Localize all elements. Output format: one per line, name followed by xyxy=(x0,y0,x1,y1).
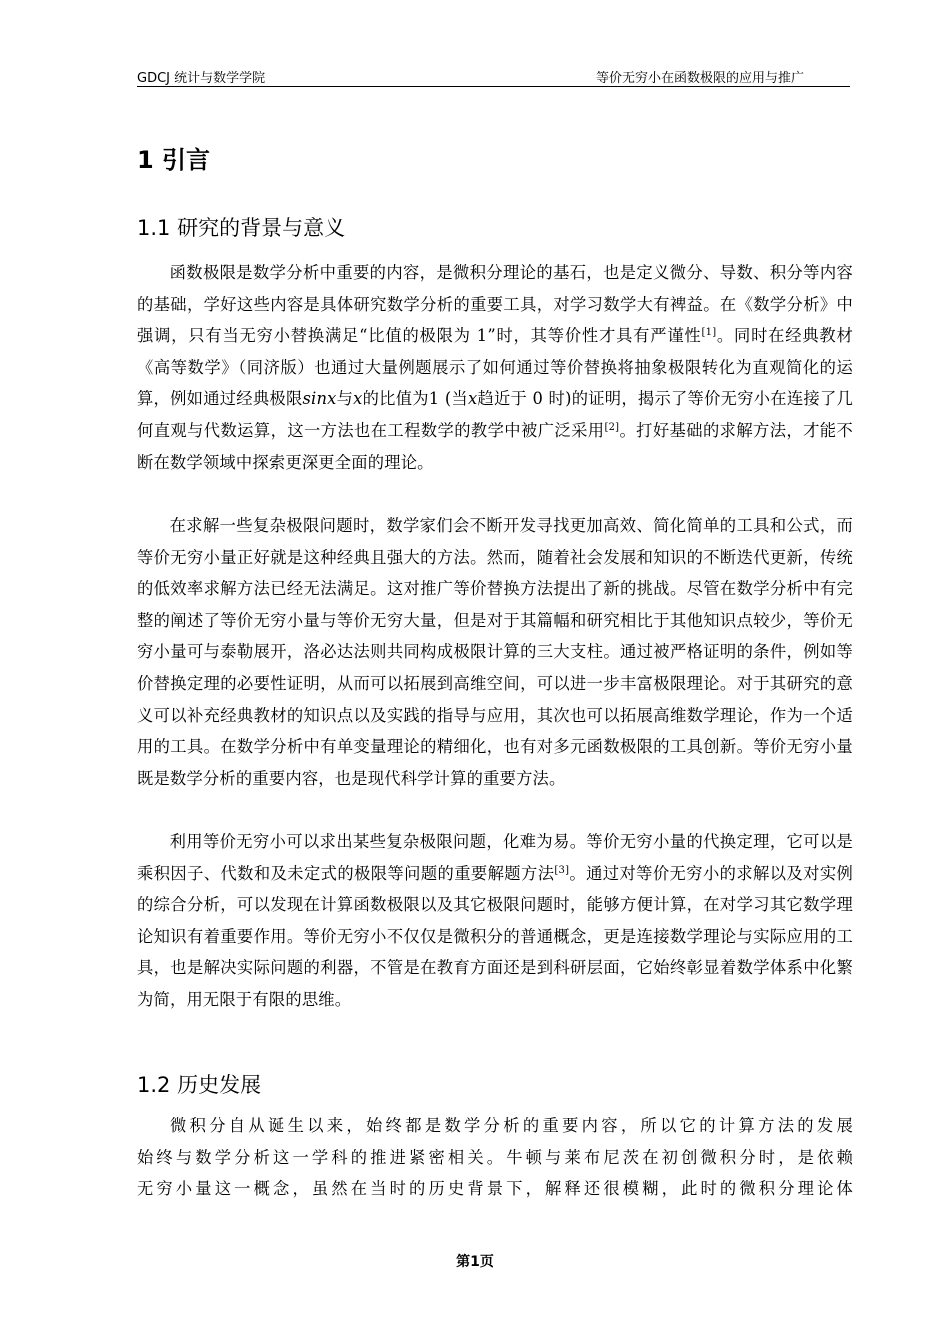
header-paper-title: 等价无穷小在函数极限的应用与推广 xyxy=(595,71,804,86)
citation-3[interactable]: [3] xyxy=(554,864,570,876)
page-number: 第1页 xyxy=(456,1254,494,1270)
citation-1[interactable]: [1] xyxy=(701,327,717,339)
header-institution: GDCJ 统计与数学学院 xyxy=(137,71,266,86)
paragraph-3: 利用等价无穷小可以求出某些复杂极限问题，化难为易。等价无穷小量的代换定理，它可以是乘积因子、代数和及未定式的极限等问题的重要解题方法[3]。通过对等价无穷小的求解以及对实例的综合分析，可以发现在计算函数极限以及其它极限问题时，能够方便计算，在对学习其它数学理论知识有着重要作用。等价无穷小不仅仅是微积分的普通概念，更是连接数学理论与实际应用的工具，也是解决实际问题的利器，不管是在教育方面还是到科研层面，它始终彰显着数学体系中化繁为简，用无限于有限的思维。 xyxy=(137,832,853,1009)
paragraph-4-line: 无穷小量这一概念，虽然在当时的历史背景下，解释还很模糊，此时的微积分理论体 xyxy=(137,1179,853,1199)
paragraph-4-line: 微积分自从诞生以来，始终都是数学分析的重要内容，所以它的计算方法的发展 xyxy=(170,1116,853,1135)
paragraph-1: 函数极限是数学分析中重要的内容，是微积分理论的基石，也是定义微分、导数、积分等内容的基础，学好这些内容是具体研究数学分析的重要工具，对学习数学大有裨益。在《数学分析》中强调，只有当无穷小替换满足“比值的极限为 1”时，其等价性才具有严谨性[1]。同时在经典教材《高等数学》（同济版）也通过大量例题展示了如何通过等价替换将抽象极限转化为直观简化的运算，例如通过经典极限sinx与x的比值为1 (当x趋近于 0 时)的证明，揭示了等价无穷小在连接了几何直观与代数运算，这一方法也在工程数学的教学中被广泛采用[2]。打好基础的求解方法，才能不断在数学领域中探索更深更全面的理论。 xyxy=(137,263,853,472)
paragraph-2: 在求解一些复杂极限问题时，数学家们会不断开发寻找更加高效、简化简单的工具和公式，而等价无穷小量正好就是这种经典且强大的方法。然而，随着社会发展和知识的不断迭代更新，传统的低效率求解方法已经无法满足。这对推广等价替换方法提出了新的挑战。尽管在数学分析中有完整的阐述了等价无穷小量与等价无穷大量，但是对于其篇幅和研究相比于其他知识点较少，等价无穷小量可与泰勒展开，洛必达法则共同构成极限计算的三大支柱。通过被严格证明的条件，例如等价替换定理的必要性证明，从而可以拓展到高维空间，可以进一步丰富极限理论。对于其研究的意义可以补充经典教材的知识点以及实践的指导与应用，其次也可以拓展高维数学理论，作为一个适用的工具。在数学分析中有单变量理论的精细化，也有对多元函数极限的工具创新。等价无穷小量既是数学分析的重要内容，也是现代科学计算的重要方法。 xyxy=(137,516,853,788)
section-heading-history: 1.2 历史发展 xyxy=(137,1073,262,1097)
paragraph-4-line: 始终与数学分析这一学科的推进紧密相关。牛顿与莱布尼茨在初创微积分时，是依赖 xyxy=(137,1147,853,1167)
page-header xyxy=(137,64,850,87)
section-heading-background: 1.1 研究的背景与意义 xyxy=(137,216,346,240)
chapter-title: 1 引言 xyxy=(137,146,211,174)
citation-2[interactable]: [2] xyxy=(604,421,620,433)
